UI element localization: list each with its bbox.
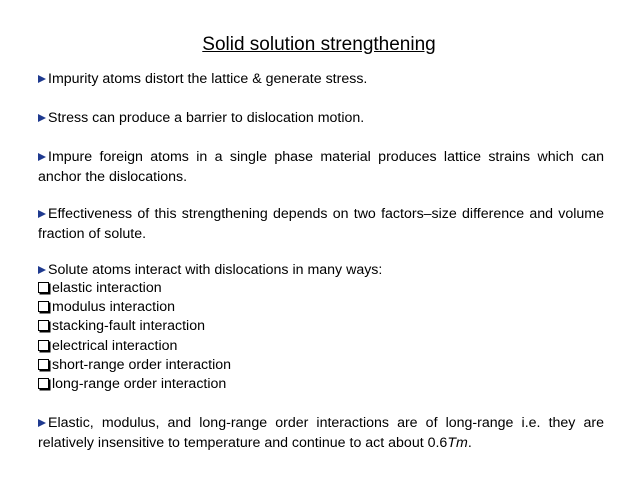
checkbox-bullet-icon — [38, 359, 49, 370]
arrow-bullet-icon — [38, 419, 46, 427]
slide-title: Solid solution strengthening — [202, 34, 436, 55]
checkbox-bullet-icon — [38, 301, 49, 312]
list-item-label: short-range order interaction — [52, 356, 232, 373]
list-item — [38, 317, 231, 336]
list-item-label: stacking-fault interaction — [52, 318, 205, 335]
list-item-label: elastic interaction — [52, 280, 162, 296]
bullet-2 — [38, 108, 604, 128]
list-item — [38, 375, 231, 394]
list-item-label: long-range order interaction — [52, 376, 227, 393]
tm-symbol: Tm — [447, 435, 468, 451]
bullet-1 — [38, 69, 604, 89]
bullet-3 — [38, 147, 604, 187]
bullet-text: Impurity atoms distort the lattice & generate stress. — [48, 71, 368, 87]
list-item-label: modulus interaction — [52, 299, 176, 316]
bullet-6 — [38, 413, 604, 453]
list-item-label: electrical interaction — [52, 337, 178, 354]
list-item — [38, 298, 231, 317]
arrow-bullet-icon — [38, 153, 46, 161]
list-item — [38, 337, 231, 356]
interaction-list — [38, 279, 231, 394]
list-item — [38, 279, 231, 298]
bullet-4 — [38, 204, 604, 244]
bullet-text: Elastic, modulus, and long-range order interactions are of long-range i.e. they are relatively insensitive to temperature and continue to act about 0.6 — [38, 415, 604, 451]
arrow-bullet-icon — [38, 114, 46, 122]
checkbox-bullet-icon — [38, 378, 49, 389]
bullet-5 — [38, 260, 604, 280]
bullet-text: Stress can produce a barrier to dislocation motion. — [48, 110, 365, 126]
checkbox-bullet-icon — [38, 282, 49, 293]
arrow-bullet-icon — [38, 75, 46, 83]
checkbox-bullet-icon — [38, 340, 49, 351]
arrow-bullet-icon — [38, 266, 46, 274]
bullet-text: Solute atoms interact with dislocations in many ways: — [48, 262, 383, 278]
list-item — [38, 356, 231, 375]
checkbox-bullet-icon — [38, 320, 49, 331]
arrow-bullet-icon — [38, 210, 46, 218]
bullet-text: Effectiveness of this strengthening depends on two factors–size difference and volume fraction of solute. — [38, 206, 604, 242]
bullet-text: Impure foreign atoms in a single phase material produces lattice strains which can anchor the dislocations. — [38, 149, 604, 185]
bullet-text-end: . — [467, 435, 472, 451]
